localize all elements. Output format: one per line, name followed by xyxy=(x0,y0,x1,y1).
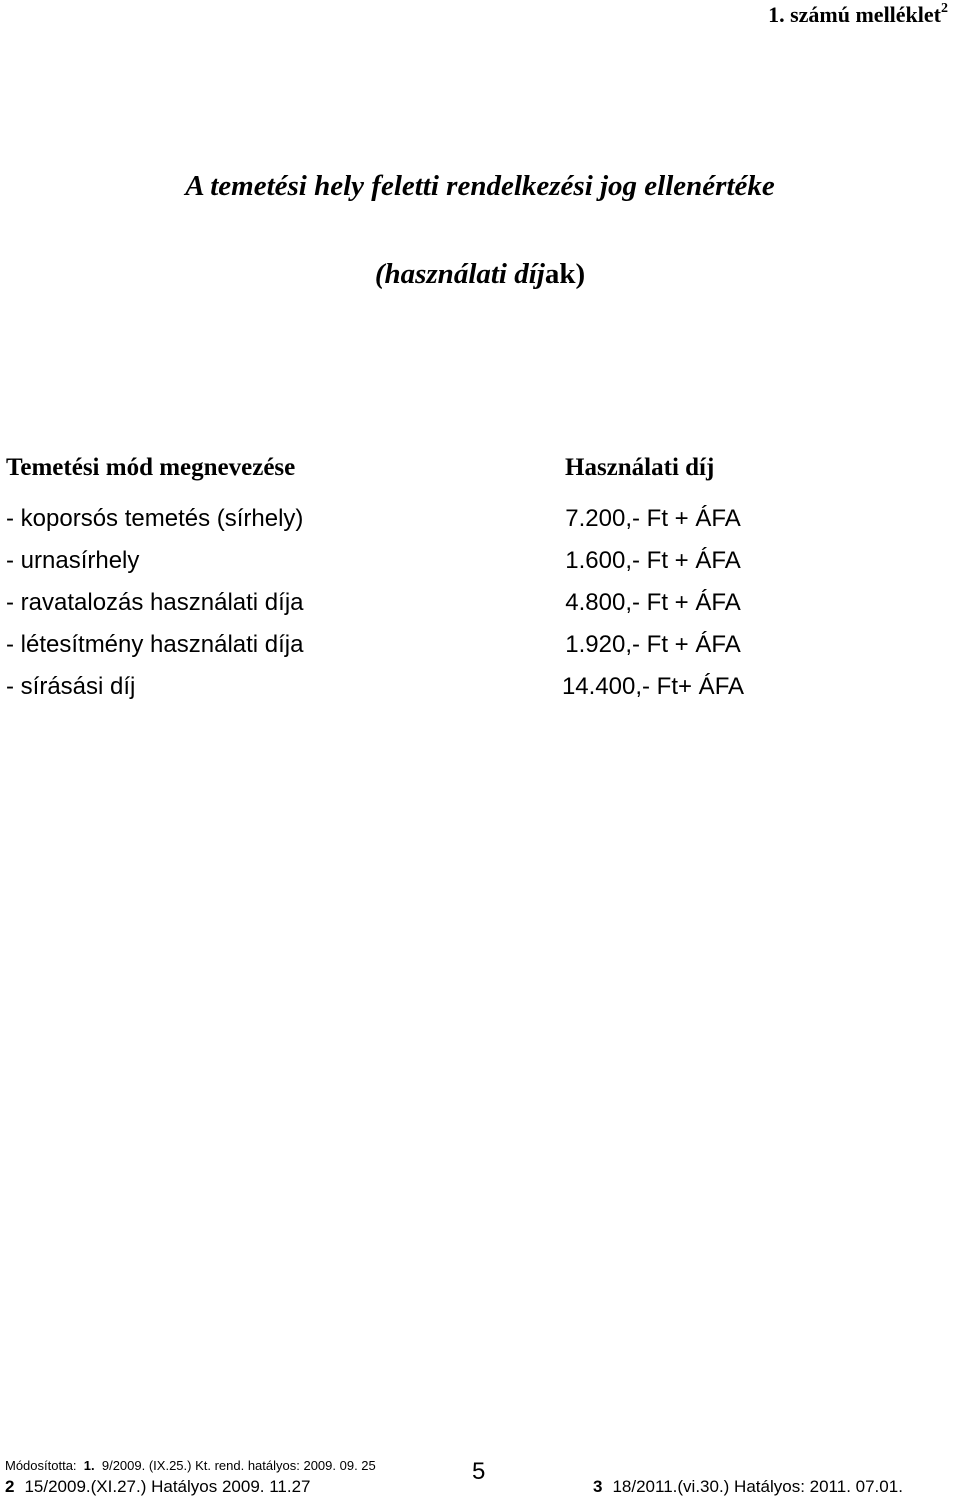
footnote-2-text: 15/2009.(XI.27.) Hatályos 2009. 11.27 xyxy=(24,1477,311,1496)
footnote-1 xyxy=(5,1458,376,1473)
footnote-2-number: 2 xyxy=(5,1477,15,1496)
footnote-2 xyxy=(5,1477,311,1497)
fee-row-value: 1.600,- Ft + ÁFA xyxy=(565,547,741,574)
footnote-3-number: 3 xyxy=(593,1477,603,1496)
footnote-ref: 2 xyxy=(941,0,948,16)
footnote-1-text: 9/2009. (IX.25.) Kt. rend. hatályos: 2009. 09. 25 xyxy=(101,1458,376,1473)
fee-row xyxy=(0,505,960,545)
column-header-type: Temetési mód megnevezése xyxy=(6,454,296,481)
fee-row-name: - létesítmény használati díja xyxy=(6,631,304,658)
fee-row-name: - koporsós temetés (sírhely) xyxy=(6,505,304,532)
modified-by-label: Módosította: xyxy=(5,1458,77,1473)
fee-row-value: 1.920,- Ft + ÁFA xyxy=(565,631,741,658)
annex-label xyxy=(768,2,948,28)
footnote-1-number: 1. xyxy=(83,1458,95,1473)
subtitle-italic-part: (használati díj xyxy=(374,258,545,290)
page-number: 5 xyxy=(472,1458,486,1485)
fee-row xyxy=(0,589,960,629)
footnote-3 xyxy=(593,1477,903,1497)
fee-row-name: - urnasírhely xyxy=(6,547,140,574)
column-header-fee: Használati díj xyxy=(565,454,715,481)
fee-row-value: 4.800,- Ft + ÁFA xyxy=(565,589,741,616)
annex-label-text: 1. számú melléklet xyxy=(768,2,941,27)
fee-row-value: 14.400,- Ft+ ÁFA xyxy=(561,673,745,700)
fee-row-name: - sírásási díj xyxy=(6,673,136,700)
fee-row xyxy=(0,547,960,587)
fee-row xyxy=(0,631,960,671)
fee-row-value: 7.200,- Ft + ÁFA xyxy=(565,505,741,532)
page-title: A temetési hely feletti rendelkezési jog ellenértéke xyxy=(185,170,775,202)
fee-row xyxy=(0,673,960,713)
page-subtitle xyxy=(0,258,960,291)
fee-row-name: - ravatalozás használati díja xyxy=(6,589,304,616)
footnote-3-text: 18/2011.(vi.30.) Hatályos: 2011. 07.01. xyxy=(612,1477,903,1496)
subtitle-upright-part: ak) xyxy=(544,258,586,290)
